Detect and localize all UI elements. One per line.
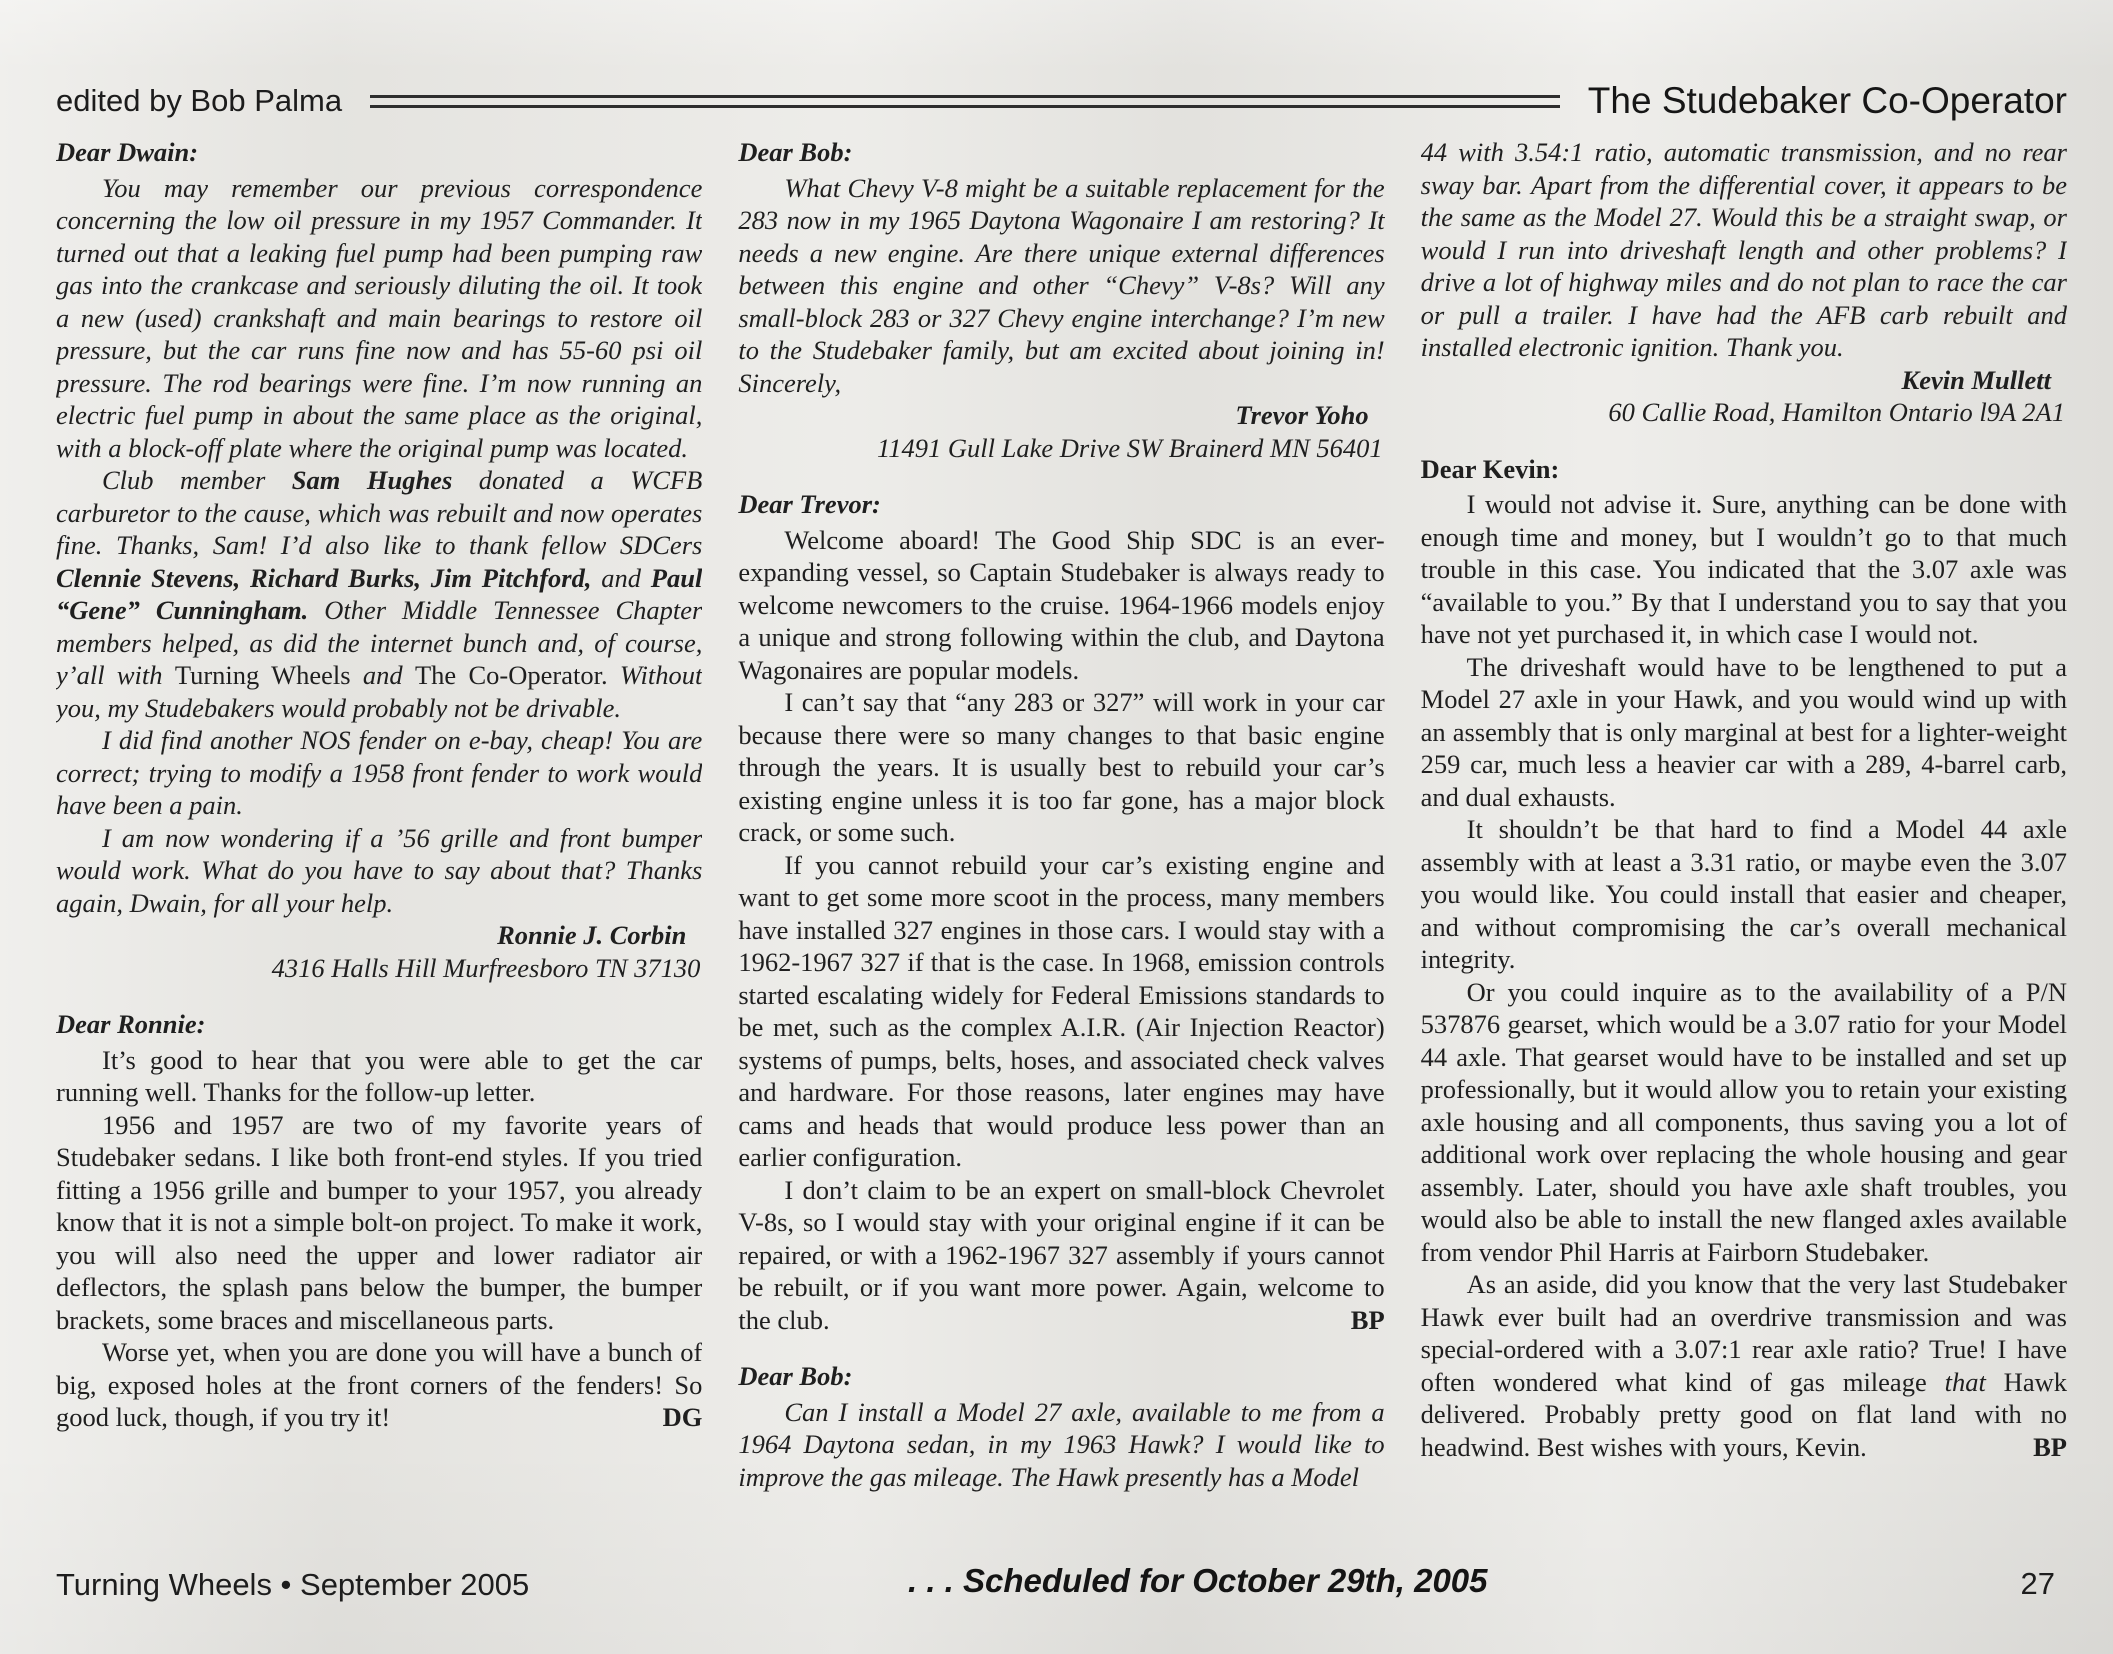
paragraph	[738, 1174, 1384, 1337]
text-run: The driveshaft would have to be lengthened to put a Model 27 axle in your Hawk, and you would wind up with an assembly that is only marginal at best for a lighter-weight 259 car, much less a heavier car with a 289, 4-barrel carb, and dual exhausts.	[1420, 651, 2067, 812]
text-run: and	[350, 660, 415, 690]
text-run: It’s good to hear that you were able to get the car running well. Thanks for the follow-up letter.	[56, 1044, 703, 1107]
paragraph	[56, 1044, 702, 1109]
address-line	[1421, 396, 2067, 429]
paragraph	[56, 1336, 702, 1434]
text-run: It shouldn’t be that hard to find a Model 44 axle assembly with at least a 3.31 ratio, or maybe even the 3.07 you would like. You could install that easier and cheaper, and without compromising the car’s overall mechanical integrity.	[1420, 814, 2067, 974]
text-run: If you cannot rebuild your car’s existing engine and want to get some more scoot in the process, many members have installed 327 engines in those cars. I would stay with a 1962-1967 327 if that is the case. In 1968, emission controls started escalating widely for Federal Emissions standards to be met, such as the complex A.I.R. (Air Injection Reactor) systems of pumps, belts, hoses, and associated check valves and hardware. For those reasons, later engines may have cams and heads that would produce less power than an earlier configuration.	[738, 849, 1385, 1172]
text-run: I did find another NOS fender on e-bay, cheap! You are correct; trying to modify a 1958 front fender to work would have been a pain.	[56, 725, 703, 820]
paragraph	[738, 849, 1384, 1174]
text-run: Dear Dwain:	[56, 137, 199, 167]
text-run: As an aside, did you know that the very last Studebaker Hawk ever built had an overdrive transmission and was special-ordered with a 3.07:1 rear axle ratio? True! I have often wondered what kind of gas mileage	[1420, 1269, 2067, 1397]
address-line	[56, 952, 702, 985]
paragraph	[1421, 488, 2067, 651]
paragraph	[1421, 1268, 2067, 1463]
reply-initials: BP	[1350, 1304, 1385, 1335]
text-run: Other Middle Tennessee Chapter members helped, as did the internet bunch and, of course, y’all with	[56, 595, 703, 690]
paragraph	[1421, 976, 2067, 1269]
salutation-line	[738, 488, 1384, 521]
text-run: Club member	[102, 465, 292, 495]
text-run: The Co-Operator.	[414, 660, 608, 690]
text-run: Dear Kevin:	[1420, 453, 1560, 484]
text-run: You may remember our previous correspondence concerning the low oil pressure in my 1957 Commander. It turned out that a leaking fuel pump had been pumping raw gas into the crankcase and seriously diluting the oil. It took a new (used) crankshaft and main bearings to restore oil pressure, but the car runs fine now and has 55-60 psi oil pressure. The rod bearings were fine. I’m now running an electric fuel pump in about the same place as the original, with a block-off plate where the original pump was located.	[56, 172, 703, 463]
text-run: Dear Trevor:	[738, 489, 881, 519]
paragraph	[56, 1109, 702, 1337]
text-run: Hawk delivered. Probably pretty good on flat land with no headwind. Best wishes with yours, Kevin.	[1420, 1366, 2067, 1462]
text-run: Paul “Gene” Cunningham.	[56, 562, 703, 625]
paragraph	[738, 524, 1384, 687]
salutation-line	[56, 136, 702, 169]
paragraph	[1421, 651, 2067, 814]
text-run: Or you could inquire as to the availability of a P/N 537876 gearset, which would be a 3.07 ratio for your Model 44 axle. That gearset would have to be installed and set up professionally, but it would allow you to retain your existing axle housing and all components, thus saving you a lot of additional work over replacing the whole housing and gear assembly. Later, should you have axle shaft troubles, you would also be able to install the new flanged axles available from vendor Phil Harris at Fairborn Studebaker.	[1420, 976, 2067, 1267]
text-run: Without you, my Studebakers would probably not be drivable.	[56, 660, 703, 723]
text-run: Dear Bob:	[738, 1361, 853, 1391]
signature-line	[56, 919, 702, 952]
salutation-line	[56, 1008, 702, 1041]
header-double-rule	[370, 95, 1560, 108]
magazine-issue: Turning Wheels • September 2005	[56, 1567, 530, 1602]
page-title: The Studebaker Co-Operator	[1587, 80, 2067, 121]
column-1	[56, 136, 702, 1542]
paragraph	[1421, 136, 2067, 364]
text-run: Ronnie J. Corbin	[497, 920, 687, 950]
paragraph	[1421, 813, 2067, 976]
paragraph	[738, 1396, 1384, 1494]
paragraph	[56, 172, 702, 465]
text-run: I am now wondering if a ’56 grille and front bumper would work. What do you have to say about that? Thanks again, Dwain, for all your help.	[56, 822, 703, 918]
page-number: 27	[2020, 1566, 2055, 1601]
text-run: and	[591, 562, 651, 593]
signature-line	[738, 399, 1384, 432]
text-run: Trevor Yoho	[1235, 400, 1369, 430]
text-run: Turning Wheels	[174, 660, 351, 690]
text-run: 44 with 3.54:1 ratio, automatic transmission, and no rear sway bar. Apart from the differential cover, it appears to be the same as the Model 27. Would this be a straight swap, or would I run into driveshaft length and other problems? I drive a lot of highway miles and do not plan to race the car or pull a trailer. I have had the AFB carb rebuilt and installed electronic ignition. Thank you.	[1420, 137, 2067, 362]
text-run: 11491 Gull Lake Drive SW Brainerd MN 56401	[877, 432, 1383, 463]
column-2	[738, 136, 1384, 1542]
paragraph	[738, 686, 1384, 849]
text-run: that	[1944, 1366, 1986, 1397]
salutation-line	[738, 1360, 1384, 1393]
text-run: I would not advise it. Sure, anything can be done with enough time and money, but I wouldn’t go to that much trouble in this case. You indicated that the 3.07 axle was “available to you.” By that I understand you to say that you have not yet purchased it, in which case I would not.	[1420, 489, 2067, 649]
text-run: donated a WCFB carburetor to the cause, which was rebuilt and now operates fine. Thanks, Sam! I’d also like to thank fellow SDCers	[56, 465, 703, 560]
text-run: 4316 Halls Hill Murfreesboro TN 37130	[271, 952, 701, 983]
text-run: Dear Bob:	[738, 137, 853, 167]
paragraph	[56, 464, 702, 724]
text-run: Clennie Stevens, Richard Burks, Jim Pitchford,	[56, 562, 592, 593]
paragraph	[738, 172, 1384, 400]
editor-credit: edited by Bob Palma	[56, 83, 343, 118]
reply-initials: DG	[662, 1402, 703, 1432]
paragraph	[56, 822, 702, 920]
text-run: Worse yet, when you are done you will have a bunch of big, exposed holes at the front corners of the fenders! So good luck, though, if you try it!	[56, 1337, 703, 1432]
text-run: 60 Callie Road, Hamilton Ontario l9A 2A1	[1608, 397, 2065, 427]
text-run: Sam Hughes	[291, 465, 453, 495]
text-run: Kevin Mullett	[1901, 364, 2051, 395]
paragraph	[56, 724, 702, 822]
salutation-line	[1421, 453, 2067, 486]
text-run: What Chevy V-8 might be a suitable replacement for the 283 now in my 1965 Daytona Wagonaire I am restoring? It needs a new engine. Are there unique external differences between this engine and other “Chevy” V-8s? Will any small-block 283 or 327 Chevy engine interchange? I’m new to the Studebaker family, but am excited about joining in! Sincerely,	[738, 172, 1385, 398]
page-header	[56, 80, 2067, 122]
address-line	[738, 432, 1384, 465]
text-run: Can I install a Model 27 axle, available to me from a 1964 Daytona sedan, in my 1963 Hawk? I would like to improve the gas mileage. The Hawk presently has a Model	[738, 1396, 1385, 1492]
column-3	[1421, 136, 2067, 1542]
reply-initials: BP	[2033, 1431, 2067, 1462]
text-run: I can’t say that “any 283 or 327” will work in your car because there were so many changes to that basic engine through the years. It is usually best to rebuild your car’s existing engine unless it is too far gone, has a major block crack, or some such.	[738, 687, 1385, 847]
signature-line	[1421, 364, 2067, 397]
article-columns	[56, 136, 2067, 1542]
salutation-line	[738, 136, 1384, 169]
text-run: I don’t claim to be an expert on small-block Chevrolet V-8s, so I would stay with your original engine if it can be repaired, or with a 1962-1967 327 assembly if yours cannot be rebuilt, or if you want more power. Again, welcome to the club.	[738, 1174, 1385, 1335]
text-run: 1956 and 1957 are two of my favorite years of Studebaker sedans. I like both front-end styles. If you tried fitting a 1956 grille and bumper to your 1957, you already know that it is not a simple bolt-on project. To make it work, you will also need the upper and lower radiator air deflectors, the splash pans below the bumper, the bumper brackets, some braces and miscellaneous parts.	[56, 1109, 703, 1335]
text-run: Dear Ronnie:	[56, 1009, 206, 1039]
text-run: Welcome aboard! The Good Ship SDC is an ever-expanding vessel, so Captain Studebaker is always ready to welcome newcomers to the cruise. 1964-1966 models enjoy a unique and strong following within the club, and Daytona Wagonaires are popular models.	[738, 524, 1385, 685]
scheduled-note: . . . Scheduled for October 29th, 2005	[908, 1562, 1488, 1599]
